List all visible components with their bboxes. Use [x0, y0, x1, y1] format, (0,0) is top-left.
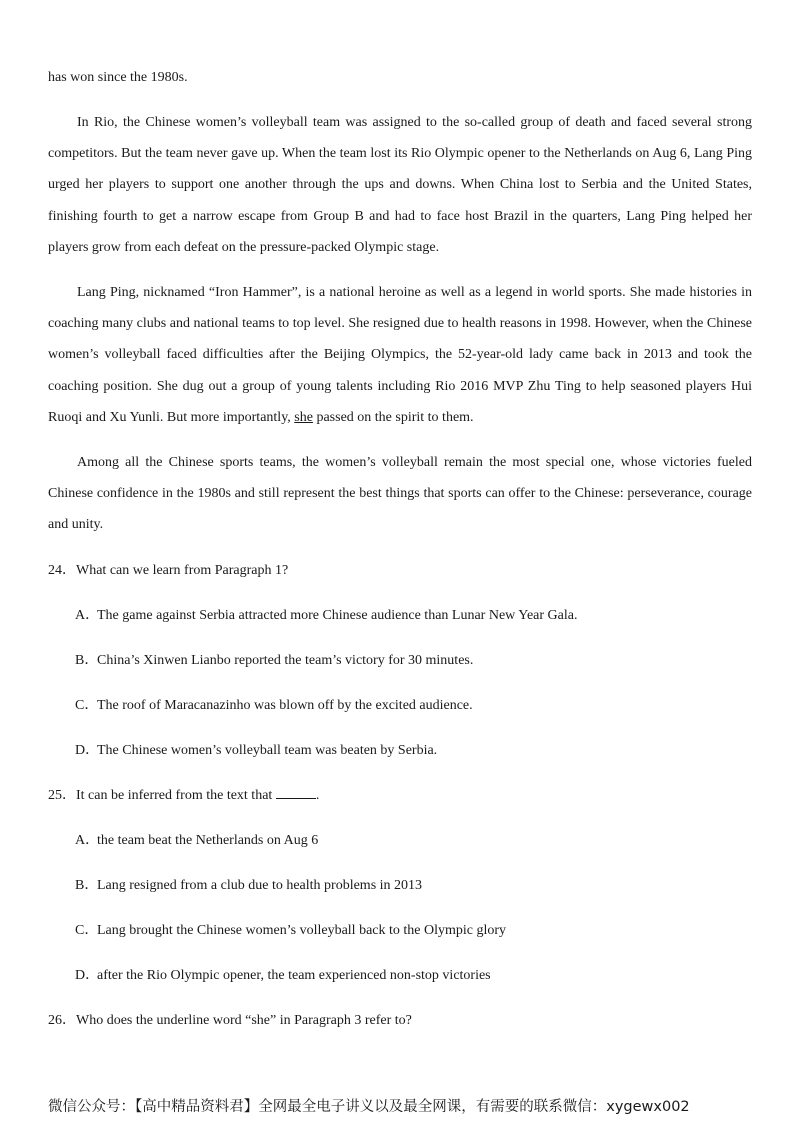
option-text: The roof of Maracanazinho was blown off by the excited audience.	[97, 697, 473, 713]
answer-blank	[276, 786, 316, 799]
question-number: 24．	[48, 562, 76, 578]
option-24-b[interactable]	[48, 645, 752, 676]
option-24-c[interactable]	[48, 690, 752, 721]
option-text: The game against Serbia attracted more Chinese audience than Lunar New Year Gala.	[97, 607, 578, 623]
option-letter: D．	[75, 967, 100, 983]
option-text: Lang resigned from a club due to health problems in 2013	[97, 877, 423, 893]
option-letter: D．	[75, 742, 100, 758]
option-letter: B．	[75, 652, 99, 668]
question-number: 26．	[48, 1012, 76, 1028]
option-letter: A．	[75, 607, 100, 623]
paragraph-lang-ping	[48, 277, 752, 433]
option-25-d[interactable]	[48, 960, 752, 991]
option-letter: C．	[75, 697, 99, 713]
option-text: after the Rio Olympic opener, the team experienced non-stop victories	[97, 967, 491, 983]
question-text: What can we learn from Paragraph 1?	[76, 562, 289, 578]
option-24-d[interactable]	[48, 735, 752, 766]
option-letter: A．	[75, 832, 100, 848]
option-24-a[interactable]	[48, 600, 752, 631]
option-25-b[interactable]	[48, 870, 752, 901]
option-letter: C．	[75, 922, 99, 938]
option-25-c[interactable]	[48, 915, 752, 946]
question-text: It can be inferred from the text that	[76, 787, 276, 803]
question-26	[48, 1005, 752, 1036]
paragraph-text: Lang Ping, nicknamed “Iron Hammer”, is a national heroine as well as a legend in world sports. She made histories in coaching many clubs and national teams to top level. She resigned due to health reasons in 1998. However, when the Chinese women’s volleyball faced difficulties after the Beijing Olympics, the 52-year-old lady came back in 2013 and took the coaching position. She dug out a group of young talents including Rio 2016 MVP Zhu Ting to help seasoned players Hui Ruoqi and Xu Yunli. But more importantly,	[48, 285, 752, 425]
paragraph-text: In Rio, the Chinese women’s volleyball team was assigned to the so-called group of death and faced several strong competitors. But the team never gave up. When the team lost its Rio Olympic opener to the Netherlands on Aug 6, Lang Ping urged her players to support one another through the ups and downs. When China lost to Serbia and the United States, finishing fourth to get a narrow escape from Group B and had to face host Brazil in the quarters, Lang Ping helped her players grow from each defeat on the pressure-packed Olympic stage.	[48, 115, 752, 255]
option-letter: B．	[75, 877, 99, 893]
question-25	[48, 780, 752, 811]
document-page	[48, 62, 752, 1050]
question-number: 25．	[48, 787, 76, 803]
page-footer: 微信公众号：【高中精品资料君】全网最全电子讲义以及最全网课，有需要的联系微信：xygewx002	[48, 1099, 690, 1115]
underlined-word: she	[294, 409, 313, 425]
paragraph-text-end: passed on the spirit to them.	[312, 409, 474, 425]
paragraph-rio	[48, 107, 752, 263]
option-text: the team beat the Netherlands on Aug 6	[97, 832, 319, 848]
option-25-a[interactable]	[48, 825, 752, 856]
paragraph-sports-teams	[48, 447, 752, 541]
option-text: The Chinese women’s volleyball team was beaten by Serbia.	[97, 742, 438, 758]
option-text: China’s Xinwen Lianbo reported the team’s victory for 30 minutes.	[97, 652, 474, 668]
question-24	[48, 555, 752, 586]
paragraph-text: Among all the Chinese sports teams, the women’s volleyball remain the most special one, whose victories fueled Chinese confidence in the 1980s and still represent the best things that sports can offer to the Chinese: perseverance, courage and unity.	[48, 455, 752, 533]
intro-fragment: has won since the 1980s.	[48, 70, 188, 85]
question-text-end: .	[315, 787, 320, 803]
option-text: Lang brought the Chinese women’s volleyball back to the Olympic glory	[97, 922, 507, 938]
question-text: Who does the underline word “she” in Paragraph 3 refer to?	[76, 1012, 412, 1028]
